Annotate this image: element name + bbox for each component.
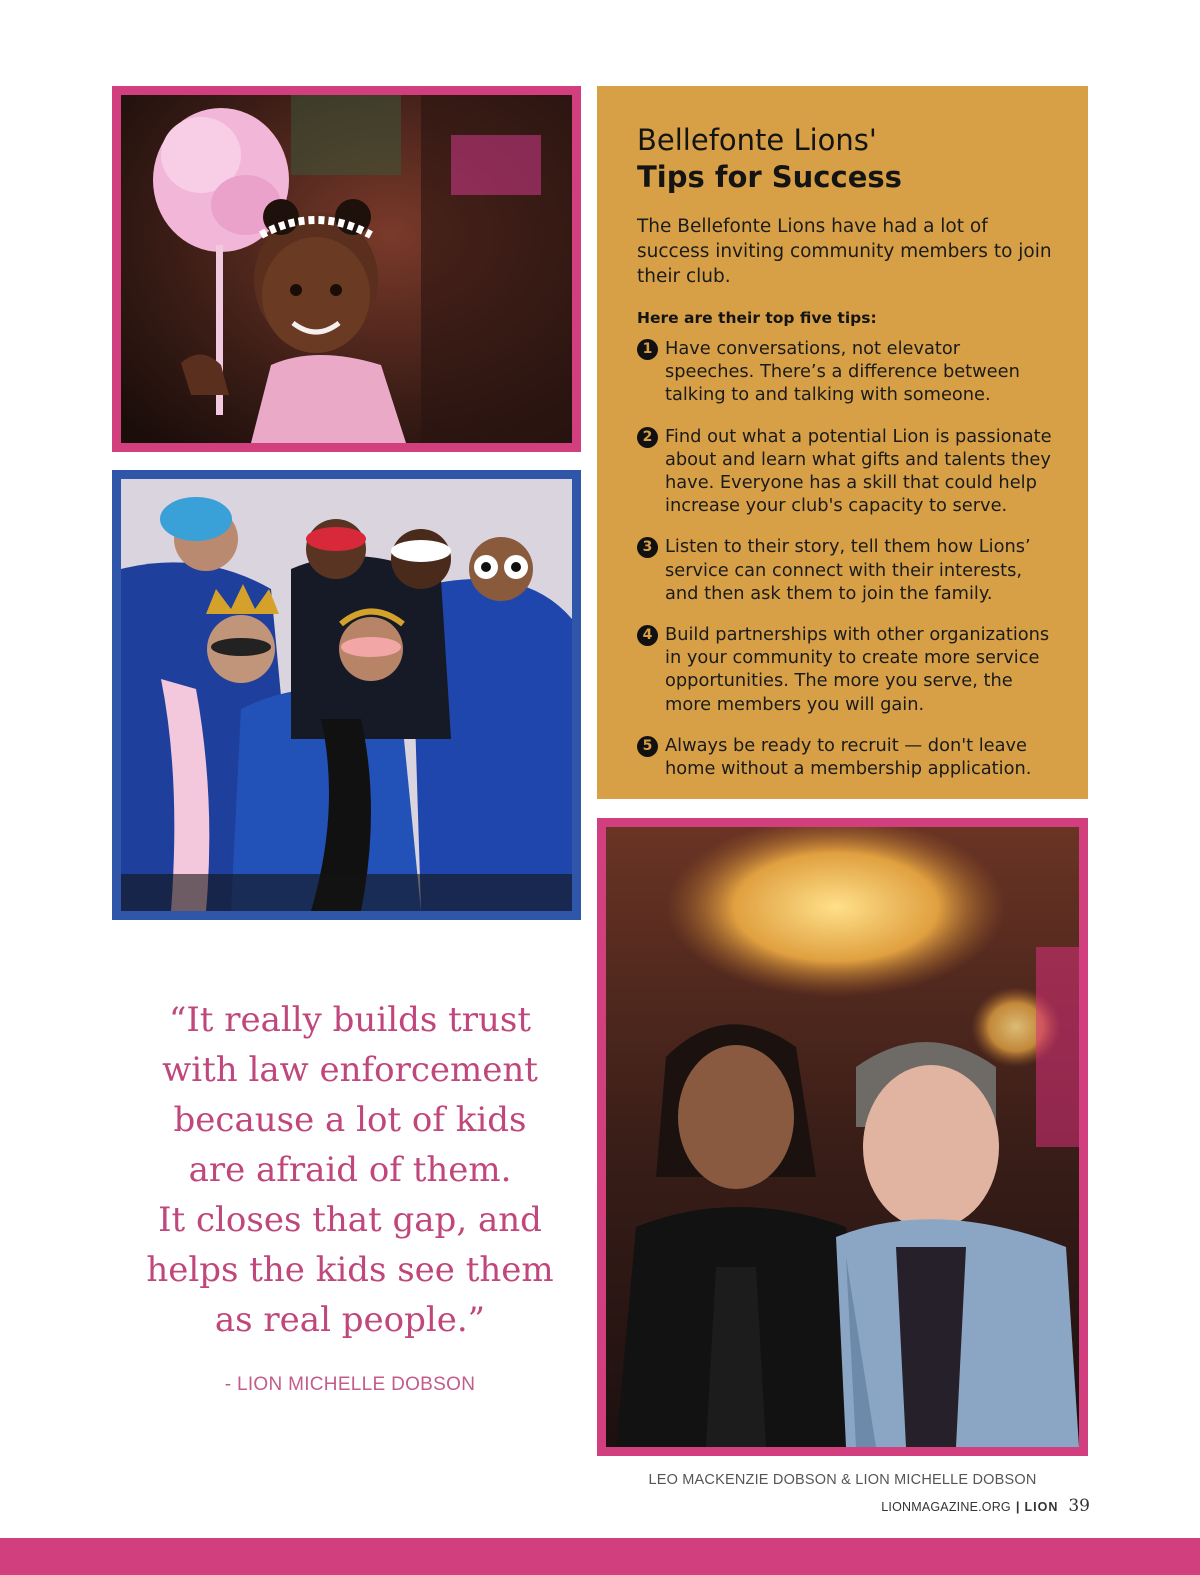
footer-separator: | <box>1015 1499 1020 1514</box>
photo-image <box>121 95 572 443</box>
pull-quote <box>130 995 570 1345</box>
photo-image <box>121 479 572 911</box>
number-bullet-icon: 3 <box>637 537 658 558</box>
tip-item <box>637 535 1052 605</box>
tip-text: Listen to their story, tell them how Lions’ service can connect with their interests, and then ask them to join the family. <box>665 536 1031 604</box>
tip-text: Build partnerships with other organizations in your community to create more service opportunities. The more you serve, the more members you will gain. <box>665 624 1050 715</box>
page-footer <box>881 1496 1090 1516</box>
tips-title <box>637 122 1052 196</box>
tip-text: Have conversations, not elevator speeches. There’s a difference between talking to and talking with someone. <box>665 338 1020 406</box>
tips-list <box>637 337 1052 780</box>
number-bullet-icon: 2 <box>637 427 658 448</box>
tips-sidebar <box>597 86 1088 799</box>
number-bullet-icon: 5 <box>637 736 658 757</box>
quote-line: as real people.” <box>214 1300 486 1340</box>
photo-caption: LEO MACKENZIE DOBSON & LION MICHELLE DOBSON <box>648 1472 1037 1488</box>
tips-intro: The Bellefonte Lions have had a lot of success inviting community members to join their club. <box>637 216 1052 287</box>
tip-text: Always be ready to recruit — don't leave home without a membership application. <box>665 734 1032 780</box>
number-bullet-icon: 4 <box>637 625 658 646</box>
quote-line: helps the kids see them <box>146 1250 554 1290</box>
tip-item <box>637 734 1052 780</box>
tip-item <box>637 425 1052 518</box>
quote-attribution: - LION MICHELLE DOBSON <box>224 1374 476 1395</box>
photo-officers-party-props <box>112 470 581 920</box>
tips-title-line1: Bellefonte Lions' <box>637 123 877 157</box>
tips-lead: Here are their top five tips: <box>637 309 877 327</box>
quote-line: “It really builds trust <box>168 1000 532 1040</box>
photo-girl-cotton-candy <box>112 86 581 452</box>
photo-dobsons-portrait <box>597 818 1088 1456</box>
tip-item <box>637 337 1052 407</box>
photo-image <box>606 827 1079 1447</box>
quote-line: are afraid of them. <box>188 1150 512 1190</box>
footer-brand: LION <box>1024 1500 1059 1514</box>
quote-line: because a lot of kids <box>173 1100 527 1140</box>
bottom-color-band <box>0 1538 1200 1575</box>
number-bullet-icon: 1 <box>637 339 658 360</box>
tip-text: Find out what a potential Lion is passionate about and learn what gifts and talents they have. Everyone has a skill that could help increase your club's capacity to serve. <box>665 425 1052 517</box>
tips-title-line2: Tips for Success <box>637 160 902 194</box>
tip-item <box>637 623 1052 716</box>
page-number: 39 <box>1068 1496 1090 1516</box>
quote-line: It closes that gap, and <box>158 1200 542 1240</box>
footer-site-link[interactable]: LIONMAGAZINE.ORG <box>881 1500 1011 1514</box>
quote-line: with law enforcement <box>162 1050 538 1090</box>
